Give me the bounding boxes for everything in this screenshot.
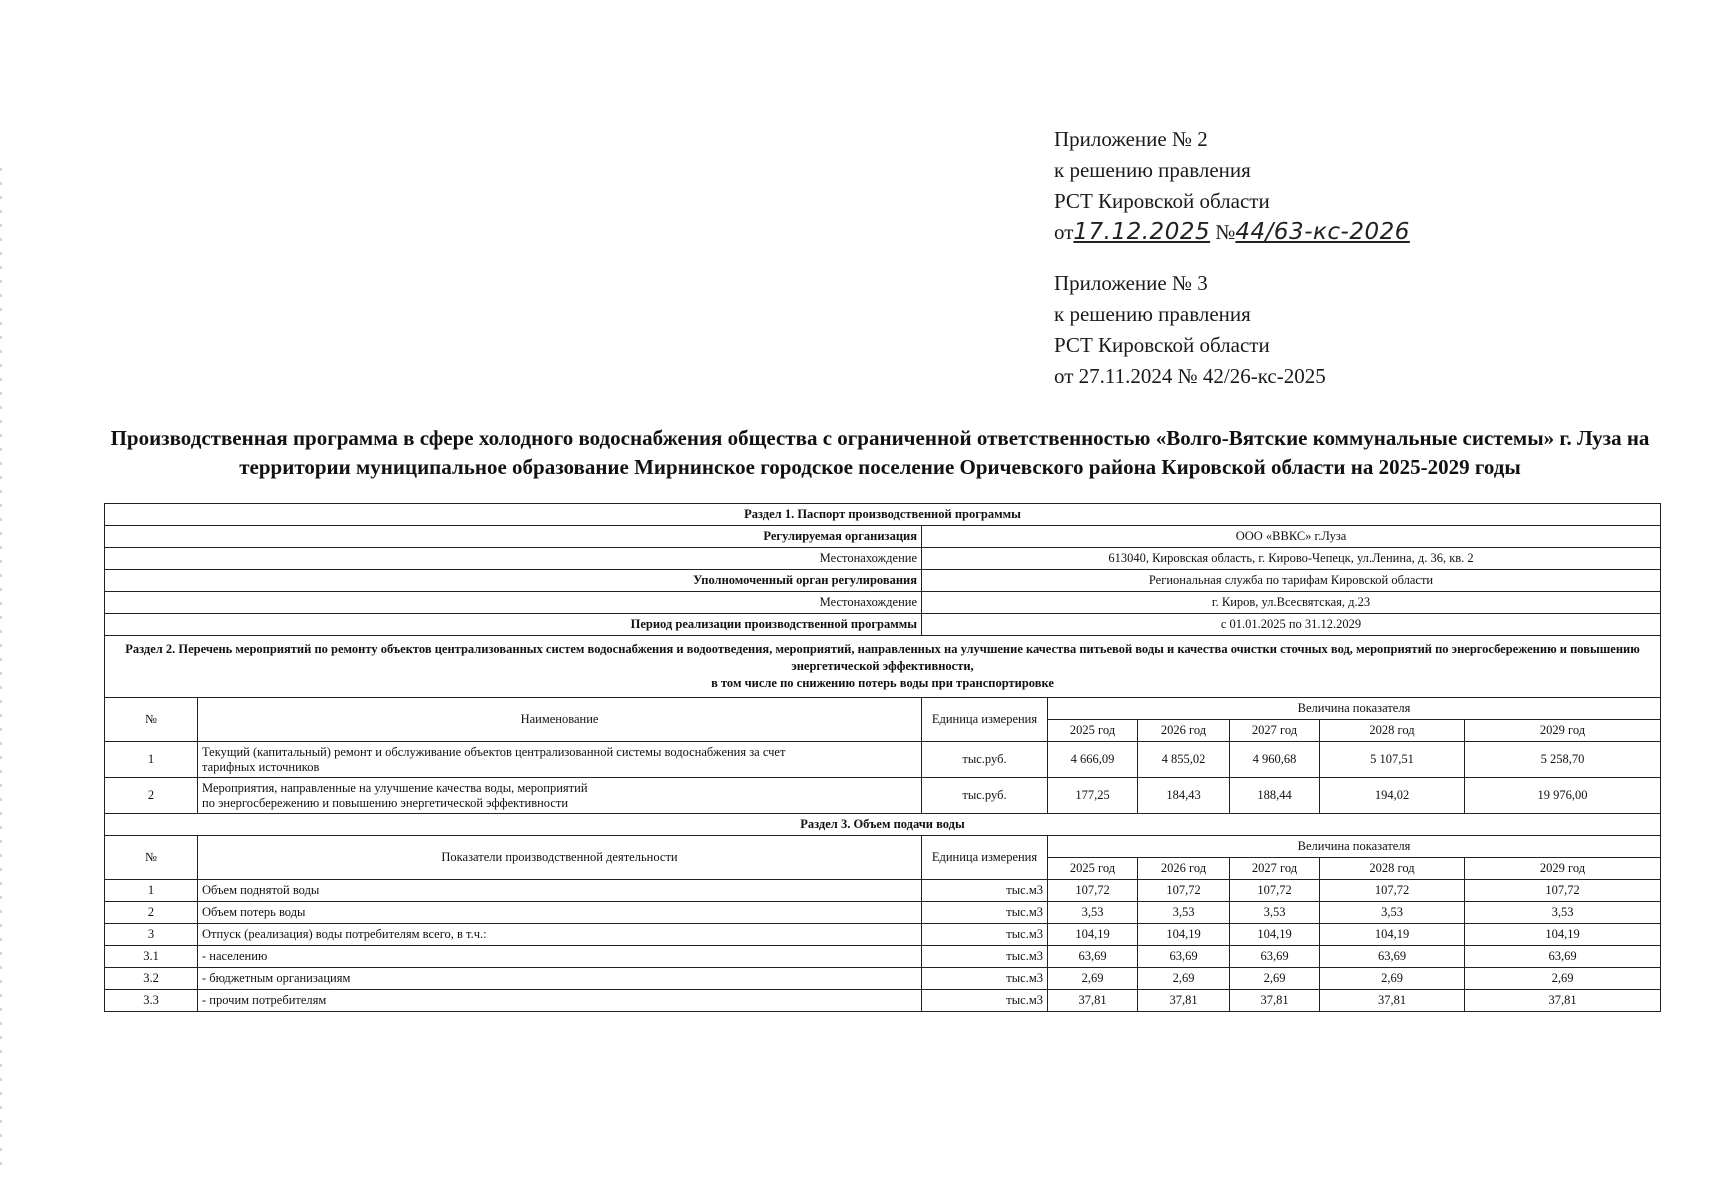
section2-heading-line1: Раздел 2. Перечень мероприятий по ремонту объектов централизованных систем водоснабжения и водоотведения, мероприятий, направленных на улучшение качества питьевой воды и качества очистки сточных вод, мероприятий по энергосбережению и повышению энергетической эффективности,: [125, 642, 1640, 673]
passport-label: Регулируемая организация: [105, 526, 922, 548]
volume-value: 3,53: [1230, 902, 1320, 924]
volume-value: 63,69: [1465, 946, 1661, 968]
volume-value: 104,19: [1138, 924, 1230, 946]
section2-rows: [105, 742, 1661, 814]
volume-unit: тыс.м3: [922, 902, 1048, 924]
volume-no: 3.2: [105, 968, 198, 990]
passport-row: [105, 570, 1661, 592]
volume-value: 2,69: [1465, 968, 1661, 990]
section2-col-unit: Единица измерения: [922, 698, 1048, 742]
measure-value: 19 976,00: [1465, 778, 1661, 814]
measure-value: 194,02: [1320, 778, 1465, 814]
volume-value: 63,69: [1320, 946, 1465, 968]
volume-unit: тыс.м3: [922, 990, 1048, 1012]
year-header: 2026 год: [1138, 858, 1230, 880]
section2-header: [105, 636, 1661, 742]
volume-value: 37,81: [1230, 990, 1320, 1012]
measure-value: 5 107,51: [1320, 742, 1465, 778]
year-header: 2025 год: [1048, 720, 1138, 742]
volume-value: 107,72: [1465, 880, 1661, 902]
volume-row: [105, 990, 1661, 1012]
volume-no: 3.3: [105, 990, 198, 1012]
volume-row: [105, 880, 1661, 902]
passport-label: Уполномоченный орган регулирования: [105, 570, 922, 592]
volume-value: 2,69: [1138, 968, 1230, 990]
year-header: 2029 год: [1465, 720, 1661, 742]
section2-col-name: Наименование: [198, 698, 922, 742]
passport-label: Период реализации производственной программы: [105, 614, 922, 636]
section2-col-no: №: [105, 698, 198, 742]
volume-value: 37,81: [1048, 990, 1138, 1012]
passport-row: [105, 526, 1661, 548]
measure-name: [198, 778, 922, 814]
measure-no: 2: [105, 778, 198, 814]
volume-name: - бюджетным организациям: [198, 968, 922, 990]
volume-value: 2,69: [1048, 968, 1138, 990]
measure-name-line2: тарифных источников: [202, 759, 320, 774]
passport-label: Местонахождение: [105, 592, 922, 614]
volume-value: 3,53: [1138, 902, 1230, 924]
volume-value: 63,69: [1048, 946, 1138, 968]
measure-value: 4 960,68: [1230, 742, 1320, 778]
annex-current-number-prefix: №: [1215, 220, 1236, 244]
volume-value: 63,69: [1230, 946, 1320, 968]
passport-value: с 01.01.2025 по 31.12.2029: [922, 614, 1661, 636]
annex-current-number: 44/63-кс-2026: [1235, 219, 1410, 245]
measure-value: 188,44: [1230, 778, 1320, 814]
volume-value: 37,81: [1320, 990, 1465, 1012]
section3-header: [105, 814, 1661, 880]
year-header: 2029 год: [1465, 858, 1661, 880]
measure-no: 1: [105, 742, 198, 778]
volume-unit: тыс.м3: [922, 880, 1048, 902]
annex-current-date: 17.12.2025: [1073, 219, 1211, 245]
volume-name: Объем потерь воды: [198, 902, 922, 924]
volume-no: 1: [105, 880, 198, 902]
measure-value: 184,43: [1138, 778, 1230, 814]
measure-value: 4 666,09: [1048, 742, 1138, 778]
measure-row: [105, 778, 1661, 814]
section1-rows: [105, 526, 1661, 636]
annex-previous-block: [1054, 268, 1326, 392]
annex-current-date-prefix: от: [1054, 220, 1074, 244]
measure-name-line2: по энергосбережению и повышению энергетической эффективности: [202, 795, 569, 810]
year-header: 2027 год: [1230, 858, 1320, 880]
section3-rows: [105, 880, 1661, 1012]
volume-value: 3,53: [1320, 902, 1465, 924]
volume-row: [105, 924, 1661, 946]
volume-name: Объем поднятой воды: [198, 880, 922, 902]
volume-value: 107,72: [1230, 880, 1320, 902]
volume-value: 3,53: [1048, 902, 1138, 924]
annex-current-line3: РСТ Кировской области: [1054, 189, 1270, 213]
volume-unit: тыс.м3: [922, 924, 1048, 946]
volume-name: Отпуск (реализация) воды потребителям всего, в т.ч.:: [198, 924, 922, 946]
year-header: 2028 год: [1320, 720, 1465, 742]
section3-col-value: Величина показателя: [1048, 836, 1661, 858]
passport-value: 613040, Кировская область, г. Кирово-Чепецк, ул.Ленина, д. 36, кв. 2: [922, 548, 1661, 570]
volume-name: - прочим потребителям: [198, 990, 922, 1012]
passport-label: Местонахождение: [105, 548, 922, 570]
measure-value: 5 258,70: [1465, 742, 1661, 778]
passport-value: г. Киров, ул.Всесвятская, д.23: [922, 592, 1661, 614]
year-header: 2026 год: [1138, 720, 1230, 742]
measure-unit: тыс.руб.: [922, 778, 1048, 814]
section2-col-value: Величина показателя: [1048, 698, 1661, 720]
volume-value: 107,72: [1320, 880, 1465, 902]
volume-no: 3.1: [105, 946, 198, 968]
annex-current-date-line: [1054, 217, 1410, 248]
volume-value: 104,19: [1230, 924, 1320, 946]
document-title: Производственная программа в сфере холодного водоснабжения общества с ограниченной ответственностью «Волго-Вятские коммунальные системы» г. Луза на территории муниципальное образование Мирнинское городское поселение Оричевского района Кировской области на 2025-2029 годы: [110, 426, 1650, 479]
volume-value: 107,72: [1138, 880, 1230, 902]
annex-previous-line4: от 27.11.2024 № 42/26-кс-2025: [1054, 364, 1326, 388]
passport-row: [105, 592, 1661, 614]
measure-name: [198, 742, 922, 778]
volume-value: 2,69: [1230, 968, 1320, 990]
volume-no: 3: [105, 924, 198, 946]
annex-current-line1: Приложение № 2: [1054, 127, 1208, 151]
program-table: [104, 503, 1661, 1012]
measure-value: 177,25: [1048, 778, 1138, 814]
annex-previous-line3: РСТ Кировской области: [1054, 333, 1270, 357]
passport-value: ООО «ВВКС» г.Луза: [922, 526, 1661, 548]
annex-current-line2: к решению правления: [1054, 158, 1251, 182]
measure-name-line1: Текущий (капитальный) ремонт и обслуживание объектов централизованной системы водоснабжения за счет: [202, 744, 786, 759]
volume-value: 107,72: [1048, 880, 1138, 902]
section3-col-name: Показатели производственной деятельности: [198, 836, 922, 880]
volume-value: 37,81: [1138, 990, 1230, 1012]
measure-value: 4 855,02: [1138, 742, 1230, 778]
volume-unit: тыс.м3: [922, 968, 1048, 990]
volume-value: 37,81: [1465, 990, 1661, 1012]
year-header: 2028 год: [1320, 858, 1465, 880]
volume-value: 104,19: [1320, 924, 1465, 946]
passport-row: [105, 548, 1661, 570]
volume-value: 63,69: [1138, 946, 1230, 968]
volume-name: - населению: [198, 946, 922, 968]
section1-heading: Раздел 1. Паспорт производственной программы: [105, 504, 1661, 526]
measure-unit: тыс.руб.: [922, 742, 1048, 778]
year-header: 2027 год: [1230, 720, 1320, 742]
section2-heading: [105, 636, 1661, 698]
section2-heading-line2: в том числе по снижению потерь воды при транспортировке: [711, 676, 1054, 690]
passport-row: [105, 614, 1661, 636]
measure-name-line1: Мероприятия, направленные на улучшение качества воды, мероприятий: [202, 780, 588, 795]
volume-row: [105, 946, 1661, 968]
annex-current-block: [1054, 124, 1410, 248]
annex-previous-line1: Приложение № 3: [1054, 271, 1208, 295]
volume-no: 2: [105, 902, 198, 924]
volume-unit: тыс.м3: [922, 946, 1048, 968]
measure-row: [105, 742, 1661, 778]
volume-row: [105, 902, 1661, 924]
year-header: 2025 год: [1048, 858, 1138, 880]
annex-previous-line2: к решению правления: [1054, 302, 1251, 326]
volume-value: 104,19: [1465, 924, 1661, 946]
volume-value: 2,69: [1320, 968, 1465, 990]
scan-margin-mark: [0, 168, 2, 1168]
section1-body: [105, 504, 1661, 526]
volume-value: 3,53: [1465, 902, 1661, 924]
volume-row: [105, 968, 1661, 990]
section3-heading: Раздел 3. Объем подачи воды: [105, 814, 1661, 836]
volume-value: 104,19: [1048, 924, 1138, 946]
section3-col-unit: Единица измерения: [922, 836, 1048, 880]
section3-col-no: №: [105, 836, 198, 880]
passport-value: Региональная служба по тарифам Кировской области: [922, 570, 1661, 592]
